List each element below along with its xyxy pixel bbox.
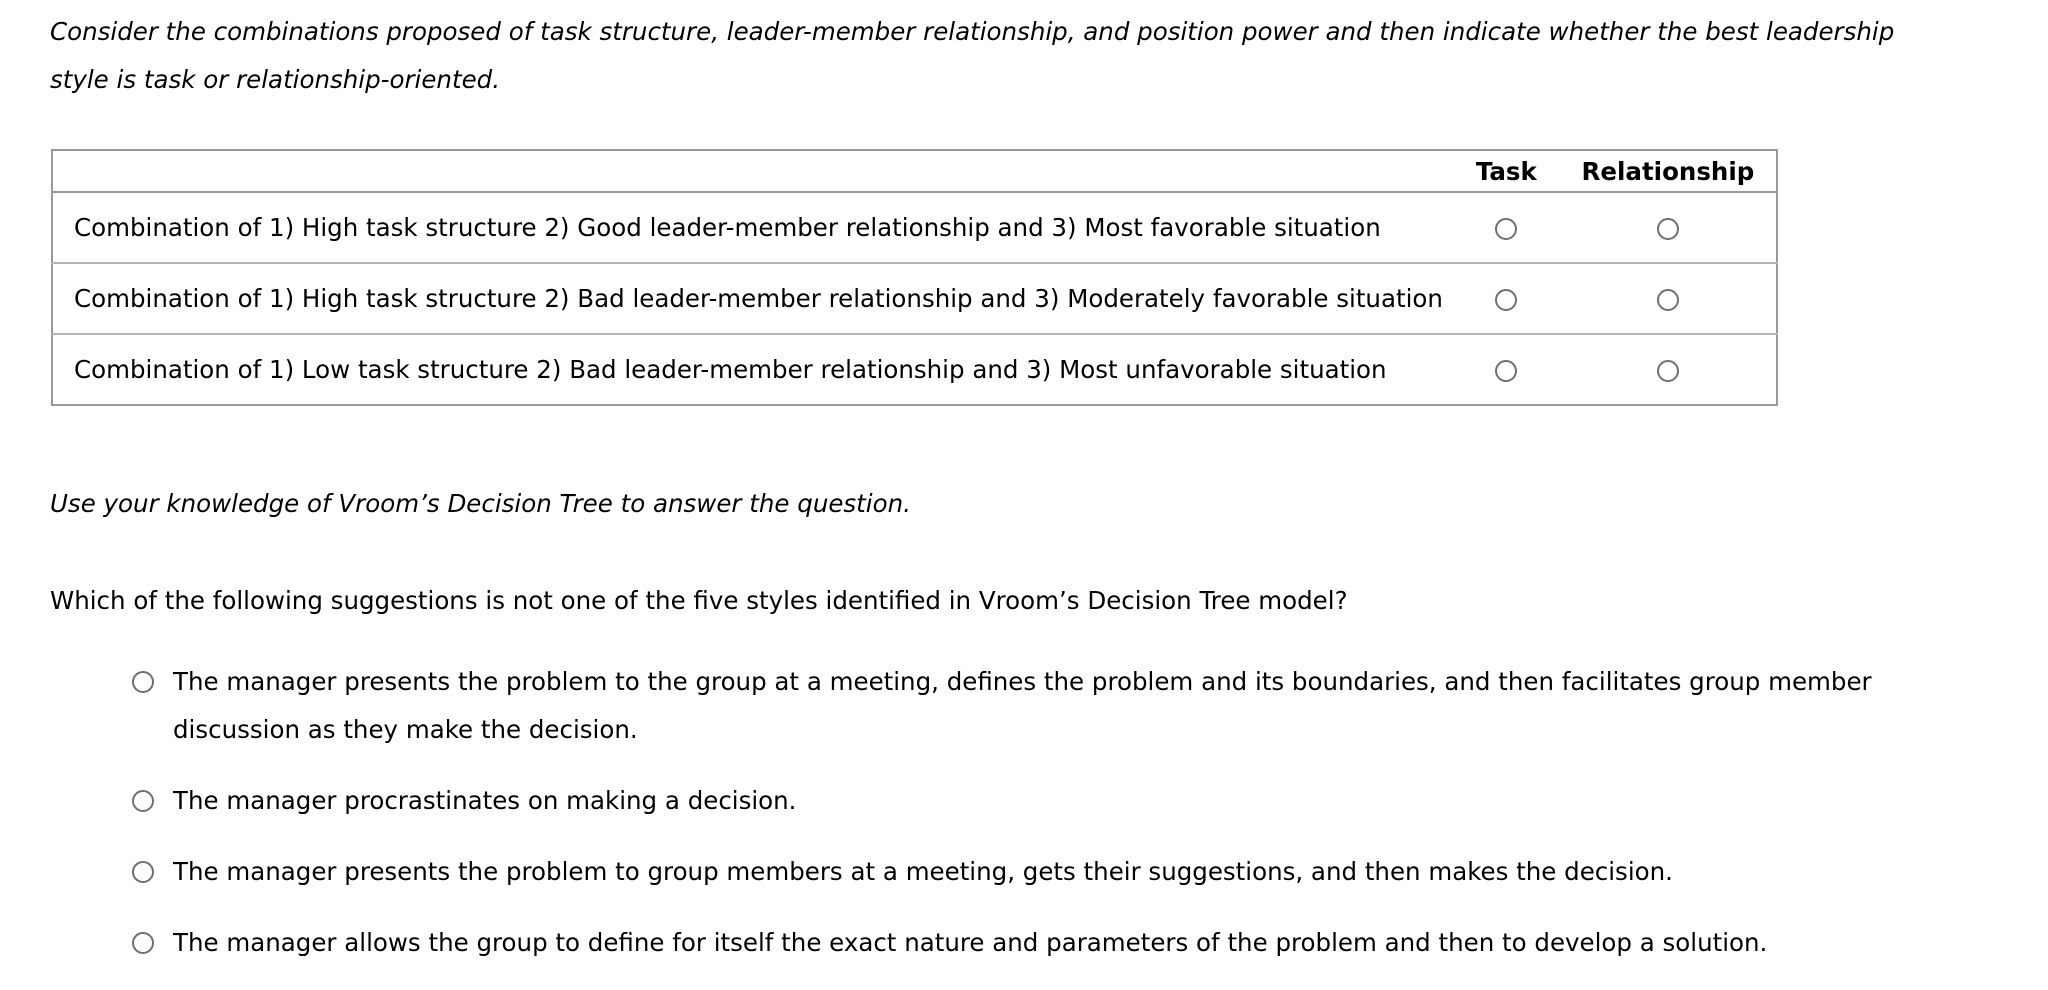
relationship-radio-button[interactable] xyxy=(1657,289,1679,311)
matrix-row xyxy=(52,192,1777,263)
task-radio-cell xyxy=(1453,192,1560,263)
relationship-radio-cell xyxy=(1560,192,1777,263)
task-radio-cell xyxy=(1453,334,1560,405)
leadership-style-matrix xyxy=(51,149,1778,406)
option-radio-button[interactable] xyxy=(132,671,154,693)
answer-option[interactable] xyxy=(132,848,1932,896)
option-label: The manager presents the problem to the group at a meeting, defines the problem and its boundaries, and then facilitates group member discussion as they make the decision. xyxy=(173,667,1872,744)
column-header-task: Task xyxy=(1453,150,1560,192)
matrix-header-row xyxy=(52,150,1777,192)
answer-options xyxy=(132,658,1932,990)
relationship-radio-cell xyxy=(1560,334,1777,405)
matrix-row xyxy=(52,334,1777,405)
answer-option[interactable] xyxy=(132,658,1932,754)
task-radio-button[interactable] xyxy=(1495,360,1517,382)
option-radio-button[interactable] xyxy=(132,932,154,954)
matrix-row-label: Combination of 1) Low task structure 2) Bad leader-member relationship and 3) Most unfavorable situation xyxy=(52,334,1453,405)
task-radio-cell xyxy=(1453,263,1560,334)
task-radio-button[interactable] xyxy=(1495,289,1517,311)
instructions-text: Consider the combinations proposed of task structure, leader-member relationship, and position power and then indicate whether the best leadership style is task or relationship-oriented. xyxy=(50,17,1895,94)
matrix-row-label: Combination of 1) High task structure 2) Good leader-member relationship and 3) Most favorable situation xyxy=(74,213,1381,242)
relationship-radio-button[interactable] xyxy=(1657,360,1679,382)
column-header-relationship: Relationship xyxy=(1560,150,1777,192)
vroom-note: Use your knowledge of Vroom’s Decision Tree to answer the question. xyxy=(50,489,911,518)
matrix-row-label: Combination of 1) High task structure 2) Bad leader-member relationship and 3) Moderately favorable situation xyxy=(52,263,1453,334)
option-label: The manager allows the group to define for itself the exact nature and parameters of the problem and then to develop a solution. xyxy=(173,928,1768,957)
relationship-radio-cell xyxy=(1560,263,1777,334)
answer-option[interactable] xyxy=(132,919,1932,967)
relationship-radio-button[interactable] xyxy=(1657,218,1679,240)
task-radio-button[interactable] xyxy=(1495,218,1517,240)
option-label: The manager procrastinates on making a decision. xyxy=(173,786,797,815)
matrix-row xyxy=(52,263,1777,334)
matrix-header-blank xyxy=(52,150,1453,192)
answer-option[interactable] xyxy=(132,777,1932,825)
option-radio-button[interactable] xyxy=(132,790,154,812)
option-radio-button[interactable] xyxy=(132,861,154,883)
option-label: The manager presents the problem to group members at a meeting, gets their suggestions, and then makes the decision. xyxy=(173,857,1673,886)
question-text: Which of the following suggestions is not one of the five styles identified in Vroom’s Decision Tree model? xyxy=(50,586,1348,615)
